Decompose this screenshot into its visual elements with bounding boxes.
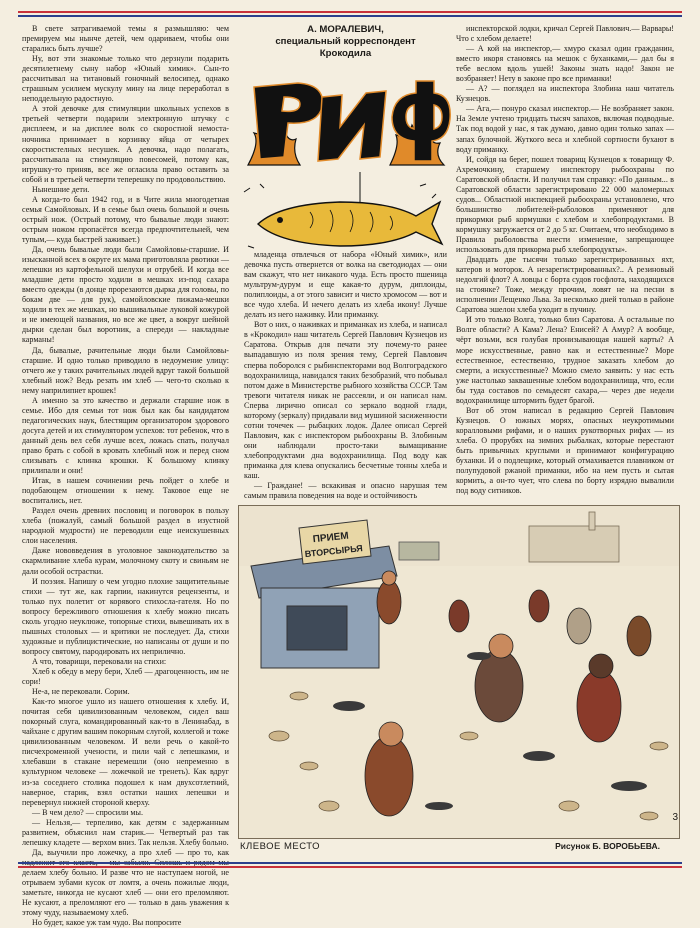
paragraph: Двадцать две тысячи только зарегистрированных яхт, катеров и моторок. А незарегистрированных?.. А резиновый недолгий флот? А ловцы с борта судов госфлота, находящихся на стоянке? Тоже, между прочим, ловят не на песни в исполнении Лещенко Льва. За несколько дней только в районе Саратова эшелон хлеба уходит в пучину. — [456, 255, 674, 315]
article-column-1 — [22, 24, 229, 928]
byline-magazine: Крокодила — [319, 48, 372, 59]
title-letters — [254, 81, 450, 161]
paragraph: И поэзия. Напишу о чем угодно плохие защитительные стихи — тут же, как гарпии, накинутся рецензенты, и только пух полетит от корявого стихосла-гателя. Но по вопросу бережливого отношения к хлебу можно писать сколь угодно неуклюже, топорные стихи, вывешивать их в пышных столовых — и критики не последует. Да, стихи художные и публицистические, но написаны от души и по вопросу святому, пародировать их неприлично. — [22, 576, 229, 656]
paragraph: — А кой на инспектор,— хмуро сказал один гражданин, вместо икоря становясь на мешок с буханками,— дал бы я тебе веслом вдоль ушей! Законы знать надо! Закон не возбраняет! Нету в законе про все приманки! — [456, 44, 674, 84]
fish-eye-icon — [277, 217, 283, 223]
paragraph: — Ага,— понуро сказал инспектор.— Не возбраняет закон. На Земле учтено тридцать тысяч запахов, включая подводные. Так под водой у нас, я так думаю, давно один только запах — запах булочной. Жуткого веса и хлебной сортности бухают в воду приманку. — [456, 104, 674, 154]
paragraph: Ну, вот эти знакомые только что дерзнули подарить десятилетнему сыну набор «Юный химик». Сын-то рассчитывал на титановый гоночный велосипед, однако страшным усилием мускулу мину на лице переработал в неподдельную радостную. — [22, 54, 229, 104]
bottom-rule-red — [18, 866, 682, 868]
kiosk-sign-line2: ВТОРСЫРЬЯ — [304, 543, 364, 560]
fish-icon — [258, 202, 442, 246]
paragraph: В свете затрагиваемой темы я размышляю: чем премируем мы нынче детей, чем одариваем, чтобы они старались быть лучше? — [22, 24, 229, 54]
paragraph: — В чем дело? — спросили мы. — [32, 807, 143, 817]
paragraph: Вот об этом написал в редакцию Сергей Павлович Кузнецов. О южных морях, опасных неукротимыми коралловыми рифами, и о наших рукотворных рифах — из хлеба. О прорубях на зимних рыбалках, которые перестают быть привычных круглыми и принимают конфигурацию буханки. И о подлещике, который отмахивается плавником от полупудовой ржаной приманки, ибо на нем пусть и сытая кормить, а он-то чует, что слева по борту изрядно вывалили под воду ситников. — [456, 405, 674, 496]
byline-author: А. МОРАЛЕВИЧ, — [307, 24, 384, 35]
cartoon-caption: КЛЕВОЕ МЕСТО — [240, 841, 321, 852]
paragraph: А когда-то был 1942 год, и в Чите жила многодетная семья Самойловых. И в семье был очень большой и очень острый нож. (Острый потому, что бывалые люди знают: острым ножом пропасётся всегда предпочтительней, чем тупым,— куда быстрей заживает.) — [22, 194, 229, 244]
byline-role: специальный корреспондент — [275, 36, 416, 47]
ice-fishing-scene — [239, 506, 679, 838]
paragraph: Да, бывалые, рачительные люди были Самойловы-старшие. И одно только приводило в недоумение улицу: отчего же у таких рачительных людей вдруг такой большой хлебный нож? Ведь резать им хлеб — чего-то сколько к нему наприлипнет крошек! — [22, 345, 229, 395]
paragraph: А что, товарищи, перековали на стихи: — [32, 656, 167, 666]
paragraph: младенца отвлечься от набора «Юный химик», или девочка пусть отвернется от волка на светодиодах — они вам скажут, что нет никакого чуда. Есть просто пшеница мультрум-дурум и еще какая-то дурум, диплоиды, полиплоиды, а от этого зависит и чисто хромосом — вот и все чудо хлеба. И нечего делать из хлеба икону! Лучше делать из него наживку. Или приманку. — [244, 250, 447, 320]
kiosk-sign-line1: ПРИЕМ — [312, 530, 350, 546]
fish-on-hook-illustration — [240, 172, 446, 252]
byline — [244, 24, 447, 60]
cartoon-credit: Рисунок Б. ВОРОБЬЕВА. — [555, 841, 660, 851]
paragraph: Да, очень бывалые люди были Самойловы-старшие. И изысканной всех в округе их мама приготовляла рвотики — лепешки из картофельной шелухи и отрубей. И когда все младшие дети просто ходили в мешках из-под сахара вместо одежды (в донце прорезаются дырка для головы, по бокам две — для рук), самойловские пижама-мешки ходили в тех же мешках, но вышивальные луковой кожурой и не имеющей названия, но все же цвет, а вокруг шейной дырки сделан был воротник, а спереди — накладные карманы! — [22, 245, 229, 345]
title-logo-rif — [240, 73, 452, 169]
paragraph: — Нельзя,— терпеливо, как детям с задержанным развитием, объяснил нам старик.— Четвертый раз так лепешку кладете — верхом вниз. Так нельзя. Хлебу больно. — [22, 817, 229, 847]
cartoon-illustration — [238, 505, 680, 839]
bottom-rule-blue — [18, 862, 682, 864]
paragraph: А именно за это качество и держали старшие нож в семье. Ибо для семьи тот нож был как бы кандидатом педагогических наук, блестящим организатором здорового досуга детей и их стимулятором успехов: тот ребенок, что в данный день вел себя лучше всех, ложась спать, получал право брать с собой в кровать хлебный нож и перед сном слизывать с клинка крошки. К большому клинку прилипали и они! — [22, 395, 229, 476]
article-column-3 — [456, 24, 674, 496]
paragraph: Как-то многое ушло из нашего отношения к хлебу. И, почитая себя цивилизованным человеком, сидел ваш покорный слуга, командированный как-то в Ленинабад, в чайхане с другим вашим покорным слугой, коллегой и тоже цивилизованным человеком. И вели речь о какой-то писчехроменной учености, и пили чай с лепешками, и хлебавши в стакане неремешли (оно непременно в культурном человеке — ложечкой не тренеть). Как вдруг из-за соседнего столика подошел к нам двухсотлетний, наверное, старик, взял остатки наших лепешки и перевернул нижней стороной кверху. — [22, 697, 229, 807]
paragraph: — А? — поглядел на инспектора Злобина наш читатель Кузнецов. — [456, 84, 674, 104]
truck-icon — [399, 542, 439, 560]
paragraph: Нынешние дети. — [32, 184, 90, 194]
factory-silhouette — [529, 526, 619, 562]
paragraph: Не-а, не перековали. Сорим. — [32, 687, 130, 697]
paragraph: Но будет, какое уж там чудо. Вы попросите — [32, 918, 182, 928]
top-rule-blue — [18, 15, 682, 17]
paragraph: Хлеб к обеду в меру бери, Хлеб — драгоценность, им не сори! — [22, 667, 229, 687]
page-number: 3 — [672, 812, 678, 823]
paragraph: — Граждане! — вскакивая и опасно нарушая тем самым правила поведения на воде и остойчивость — [244, 481, 447, 501]
paragraph: Итак, в нашем сочинении речь пойдет о хлебе и подобающем отношении к нему. Таковое еще не воспитались, нет. — [22, 476, 229, 506]
paragraph: Раздел очень древних пословиц и поговорок в пользу хлеба (пожалуй, самый большой раздел в изустной народной мудрости) не переводили еще неискушенных слои населения. — [22, 506, 229, 546]
top-rule-red — [18, 11, 682, 13]
paragraph: И это только Волга, только близ Саратова. А остальные по Волге области? А Кама? Лена? Енисей? А Амур? А вообще, чёрт возьми, вся голубая пронизывающая нашей карты? А море искусственные, равно как и естественные? Море естественное, естественно, трудное заказать хлебом до смерти, а искусственные? Можно смело заявить: у нас есть уже настолько заквашенные хлебом водохранилища, что, если бы туда составов по семьдесят сахара,— через две недели водохранилище штормить будет брагой. — [456, 315, 674, 405]
paragraph: И, сойдя на берег, пошел товарищ Кузнецов к товарищу Ф. Ахремочкину, старшему инспектору рыбоохраны по Саратовской области. И получил там справку: «По данным... в Саратовской области зарегистрировано 22 000 маломерных судов... Областной инспекцией рыбоохраны установлено, что большинство любителей-рыболовов применяют для прикормки рыб кормушки с хлебом и хлебопродуктами. В кормушку загружается от 2 до 5 кг. Считаем, что необходимо в Правила рыболовства внести изменение, запрещающее использовать для прикорма рыб хлебопродукты». — [456, 154, 674, 255]
article-column-2 — [244, 250, 447, 501]
paragraph: инспекторской лодки, кричал Сергей Павлович.— Варвары! Что с хлебом делаете! — [456, 24, 674, 44]
paragraph: Вот о них, о наживках и приманках из хлеба, и написал в «Крокодил» наш читатель Сергей Павлович Кузнецов из Саратова. Открыв для печати эту почему-то ранее выпадавшую из поля зрения тему, Сергей Павлович сперва поборолся с рыбинспекторами вод Волгоградского водохранилища, навидался таких безобразий, что побывал потом даже в Министерстве рыбного хозяйства СССР. Там тревоги читателя никак не рассеяли, и он написал нам. Сперва лирично описал со зеркало водной глади, которому (зеркалу) придавали вид мушиной засиженности сотни точечек — рыбацких лодок. Далее описал Сергей Павлович, как с инспектором рыбоохраны В. Злобиным они наблюдали просто-таки вымащивание хлебопродуктами дна водохранилища. Под воду как приманка для клева опускались бесчетные тонны хлеба и каш. — [244, 320, 447, 481]
factory-chimney — [589, 512, 595, 530]
paragraph: Да, выучили про ложечку, а про хлеб — про то, как делаем хлебу больно. И разве что не наступаем ногой, не отрываем зубами кусок от ломтя, а очень пожилые люди, заметьте, никогда не кусают хлеб — они его преломляют. Не кусают, а преломляют его — только в дань уважения к этому чуду, называемому хлеб. — [22, 847, 229, 918]
paragraph: Даже нововведения в уголовное законодательство за скармливание хлеба курам, молочному скоту и свиньям не дали особой острастки. — [22, 546, 229, 576]
paragraph: А этой девочке для стимуляции школьных успехов в третьей четверти подарили электронную штучку с дисплеем, и на дисплее волк со скоростной немоста-ночника принимает в корзинку яйца от четырех скоростистелных несушек. А девочка, надо полагать, рассчитывала на стимуляцию повесомей, потому как, игрушку-то приняв, все же огласила право оставить за собой и в третьей четверти теперешку по продовольствию. — [22, 104, 229, 184]
